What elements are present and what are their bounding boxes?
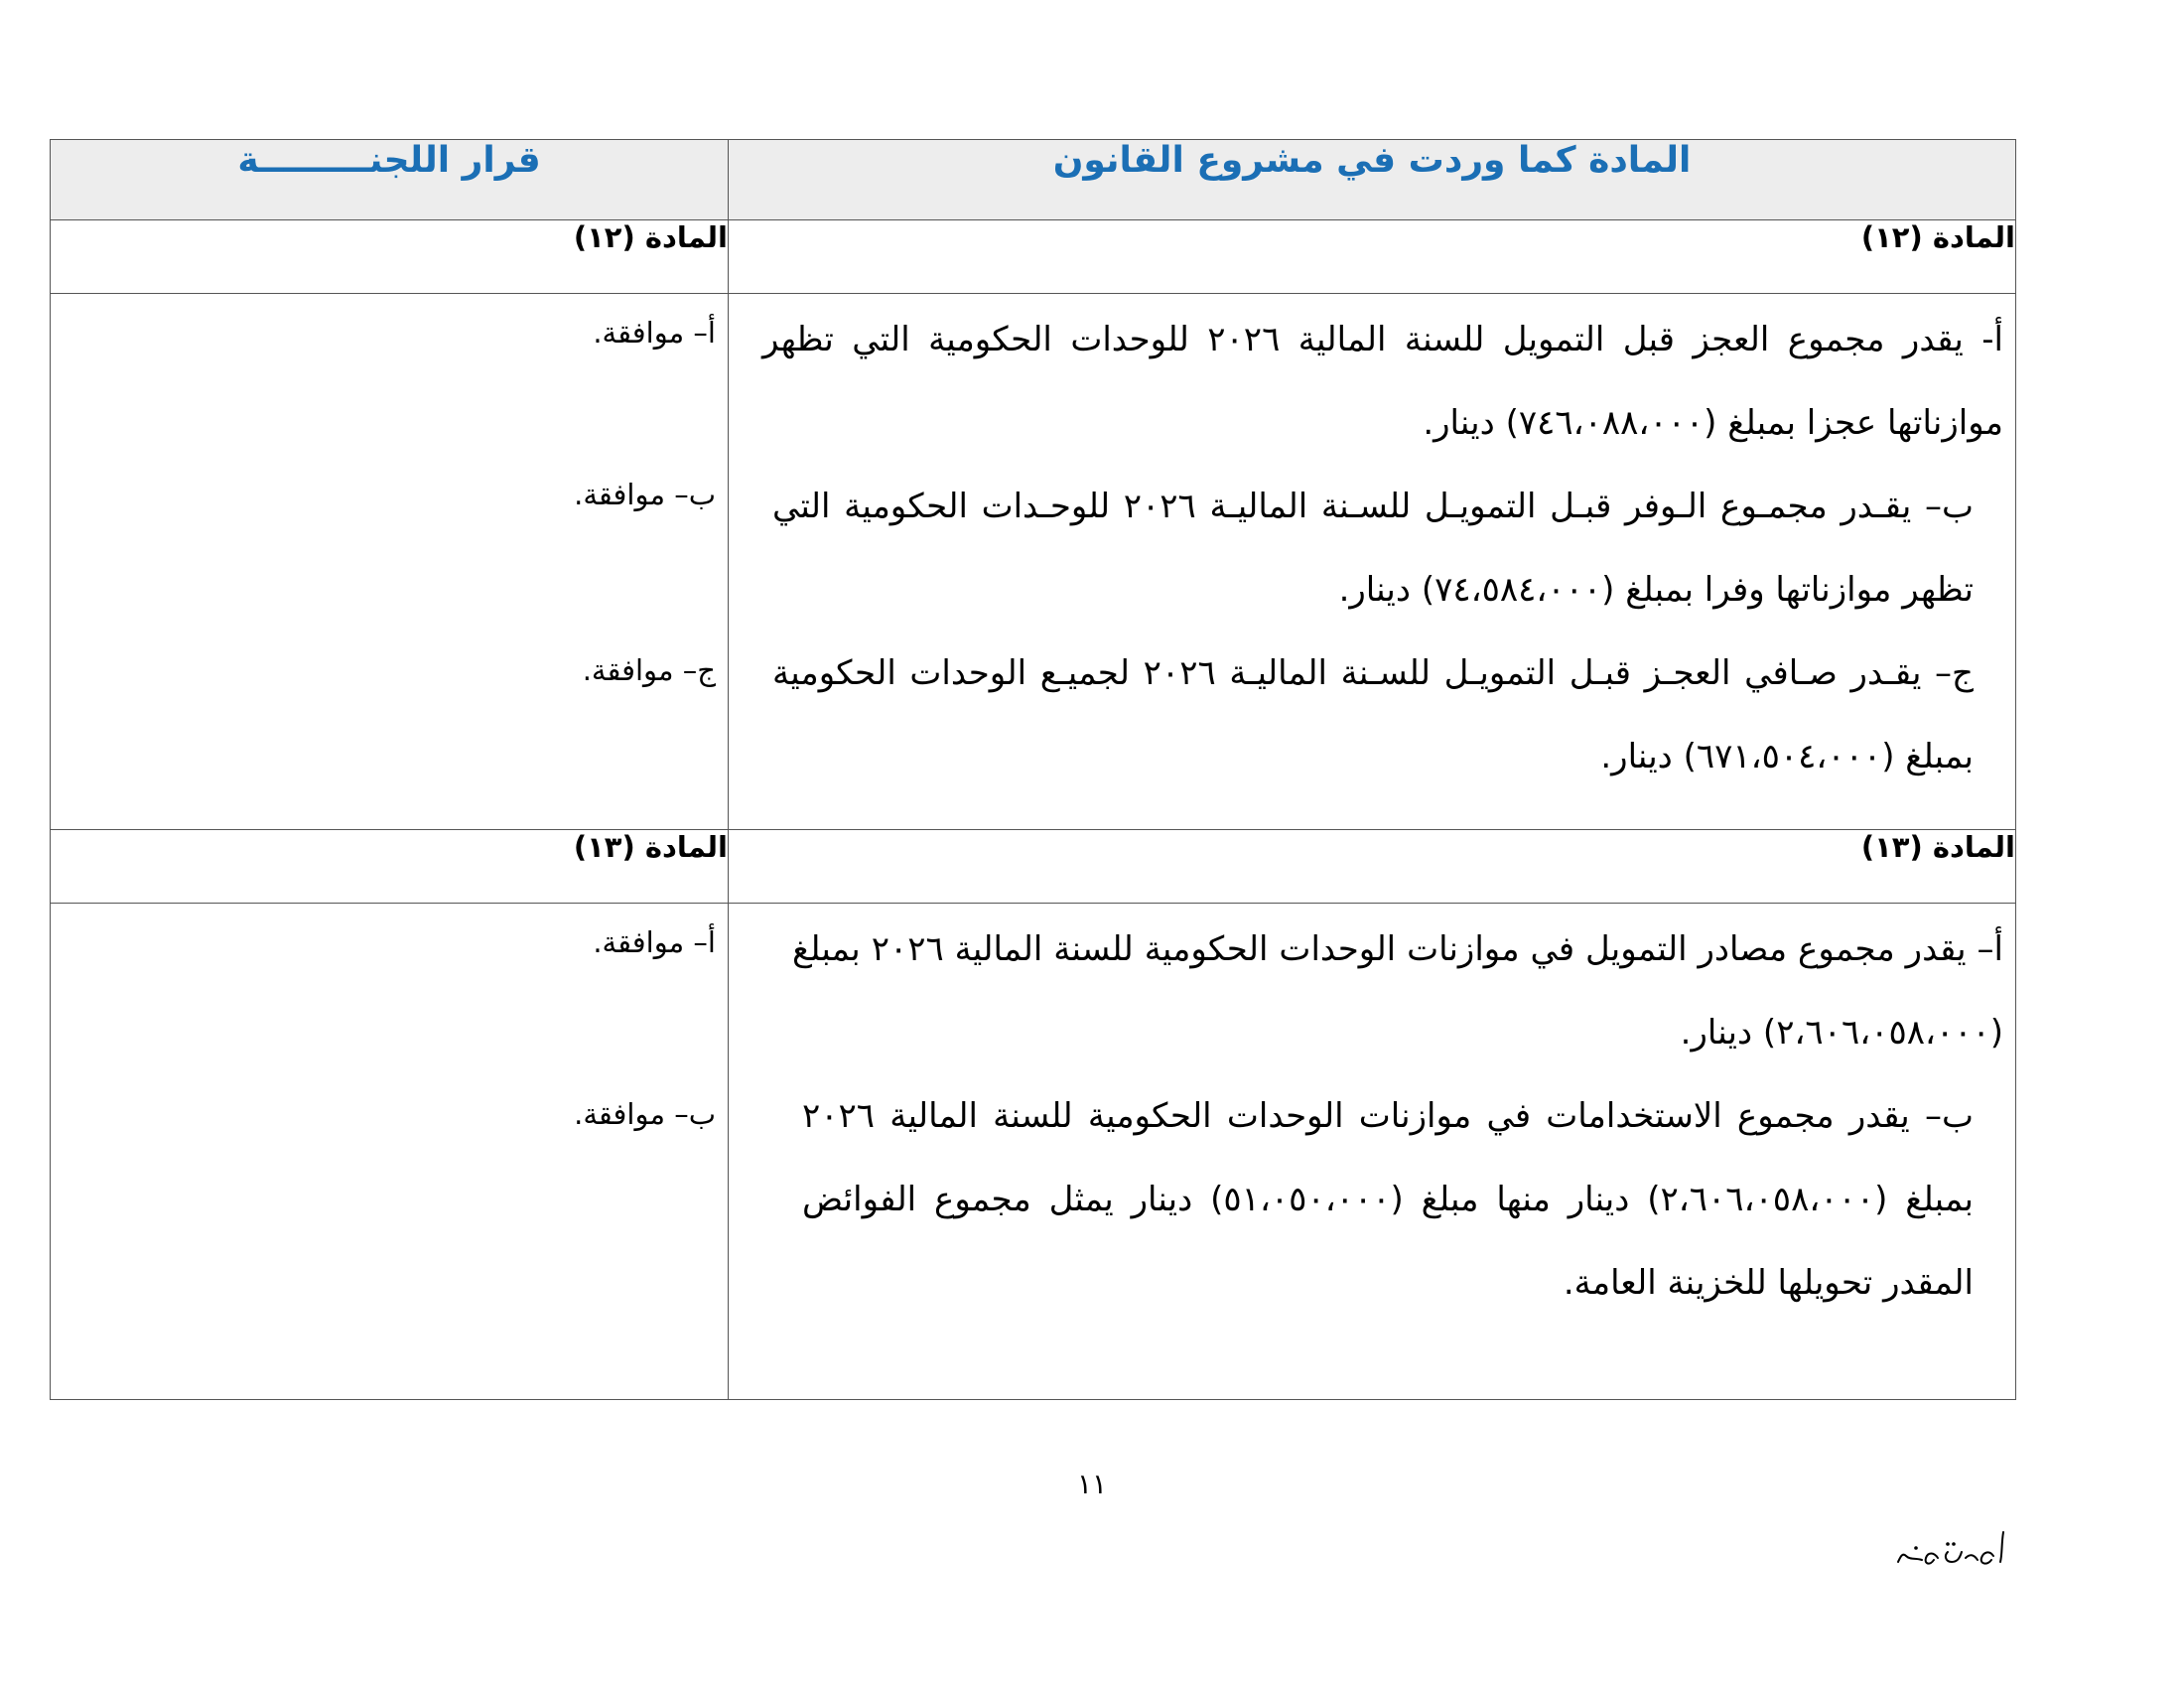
header-bill-article: المادة كما وردت في مشروع القانون xyxy=(729,140,2016,220)
article-12-decision-c: ج– موافقة. xyxy=(582,653,716,687)
article-13-paragraph-b: ب– يقدر مجموع الاستخدامات في موازنات الوحدات الحكومية للسنة المالية ٢٠٢٦ بمبلغ (٢،٦٠٦،٠٥٨،٠٠٠) دينار منها مبلغ (٥١،٠٥٠،٠٠٠) دينار يمثل مجموع الفوائض المقدر تحويلها للخزينة العامة. xyxy=(802,1096,1974,1303)
header-committee-decision: قرار اللجنـــــــــة xyxy=(51,140,729,220)
article-13-bill-text xyxy=(729,904,2016,1400)
article-12-title-row xyxy=(51,220,2016,294)
table-header-row xyxy=(51,140,2016,220)
article-13-paragraph-a: أ– يقدر مجموع مصادر التمويل في موازنات الوحدات الحكومية للسنة المالية ٢٠٢٦ بمبلغ (٢،٦٠٦،٠٥٨،٠٠٠) دينار. xyxy=(792,929,2003,1053)
article-12-bill-text xyxy=(729,294,2016,830)
comparison-table xyxy=(50,139,2016,1400)
article-12-paragraph-a: أ- يقدر مجموع العجز قبل التمويل للسنة المالية ٢٠٢٦ للوحدات الحكومية التي تظهر موازناتها عجزا بمبلغ (٧٤٦،٠٨٨،٠٠٠) دينار. xyxy=(762,320,2003,443)
signature xyxy=(1886,1524,2015,1574)
article-13-decision-a: أ– موافقة. xyxy=(593,925,716,959)
article-13-committee-title: المادة (١٣) xyxy=(51,830,729,904)
article-13-title-row xyxy=(51,830,2016,904)
article-12-paragraph-c: ج– يقـدر صـافي العجـز قبـل التمويـل للسـنة الماليـة ٢٠٢٦ لجميـع الوحدات الحكومية بمبلغ (٦٧١،٥٠٤،٠٠٠) دينار. xyxy=(772,653,1974,776)
article-13-committee-text xyxy=(51,904,729,1400)
article-12-paragraph-b: ب– يقـدر مجمـوع الـوفر قبـل التمويـل للسـنة الماليـة ٢٠٢٦ للوحـدات الحكومية التي تظهر موازناتها وفرا بمبلغ (٧٤،٥٨٤،٠٠٠) دينار. xyxy=(772,487,1974,610)
article-12-body-row xyxy=(51,294,2016,830)
article-12-committee-title: المادة (١٢) xyxy=(51,220,729,294)
page-number: ١١ xyxy=(1076,1468,1108,1500)
article-12-bill-title: المادة (١٢) xyxy=(729,220,2016,294)
article-12-decision-a: أ– موافقة. xyxy=(593,316,716,350)
article-12-committee-text xyxy=(51,294,729,830)
article-13-decision-b: ب– موافقة. xyxy=(574,1097,716,1131)
article-13-body-row xyxy=(51,904,2016,1400)
article-13-bill-title: المادة (١٣) xyxy=(729,830,2016,904)
article-12-decision-b: ب– موافقة. xyxy=(574,478,716,511)
